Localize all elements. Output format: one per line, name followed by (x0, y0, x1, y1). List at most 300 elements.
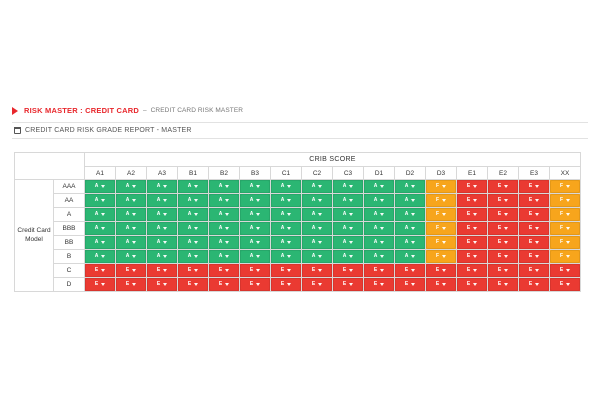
grade-cell[interactable] (364, 250, 395, 264)
chevron-down-icon[interactable] (473, 283, 477, 286)
chevron-down-icon[interactable] (473, 241, 477, 244)
chevron-down-icon[interactable] (473, 213, 477, 216)
grade-cell[interactable] (488, 250, 519, 264)
grade-cell[interactable] (271, 222, 302, 236)
grade-cell[interactable] (240, 264, 271, 278)
chevron-down-icon[interactable] (566, 185, 570, 188)
grade-select[interactable] (209, 194, 239, 207)
grade-cell[interactable] (364, 236, 395, 250)
grade-select[interactable] (550, 208, 580, 221)
grade-cell[interactable] (271, 250, 302, 264)
chevron-down-icon[interactable] (194, 199, 198, 202)
grade-cell[interactable] (395, 278, 426, 292)
grade-select[interactable] (85, 264, 115, 277)
grade-cell[interactable] (178, 264, 209, 278)
grade-cell[interactable] (209, 250, 240, 264)
chevron-down-icon[interactable] (132, 255, 136, 258)
chevron-down-icon[interactable] (194, 185, 198, 188)
chevron-down-icon[interactable] (318, 199, 322, 202)
grade-select[interactable] (457, 208, 487, 221)
grade-cell[interactable] (178, 222, 209, 236)
grade-cell[interactable] (147, 208, 178, 222)
grade-cell[interactable] (395, 236, 426, 250)
grade-select[interactable] (488, 194, 518, 207)
grade-select[interactable] (85, 180, 115, 193)
grade-select[interactable] (395, 264, 425, 277)
grade-cell[interactable] (457, 264, 488, 278)
chevron-down-icon[interactable] (287, 199, 291, 202)
grade-select[interactable] (550, 222, 580, 235)
grade-cell[interactable] (147, 236, 178, 250)
grade-select[interactable] (550, 236, 580, 249)
grade-cell[interactable] (550, 236, 581, 250)
grade-cell[interactable] (395, 264, 426, 278)
chevron-down-icon[interactable] (101, 185, 105, 188)
chevron-down-icon[interactable] (163, 213, 167, 216)
grade-select[interactable] (178, 278, 208, 291)
chevron-down-icon[interactable] (504, 255, 508, 258)
chevron-down-icon[interactable] (411, 283, 415, 286)
grade-cell[interactable] (302, 278, 333, 292)
grade-select[interactable] (209, 264, 239, 277)
grade-cell[interactable] (395, 194, 426, 208)
chevron-down-icon[interactable] (318, 283, 322, 286)
grade-cell[interactable] (147, 194, 178, 208)
chevron-down-icon[interactable] (163, 241, 167, 244)
grade-cell[interactable] (178, 194, 209, 208)
chevron-down-icon[interactable] (504, 213, 508, 216)
chevron-down-icon[interactable] (287, 283, 291, 286)
grade-select[interactable] (147, 278, 177, 291)
chevron-down-icon[interactable] (101, 255, 105, 258)
grade-select[interactable] (209, 278, 239, 291)
chevron-down-icon[interactable] (411, 213, 415, 216)
grade-select[interactable] (519, 236, 549, 249)
grade-cell[interactable] (147, 250, 178, 264)
grade-cell[interactable] (550, 264, 581, 278)
chevron-down-icon[interactable] (225, 199, 229, 202)
grade-cell[interactable] (519, 250, 550, 264)
grade-select[interactable] (116, 250, 146, 263)
chevron-down-icon[interactable] (163, 227, 167, 230)
grade-cell[interactable] (302, 208, 333, 222)
chevron-down-icon[interactable] (132, 213, 136, 216)
grade-select[interactable] (395, 180, 425, 193)
chevron-down-icon[interactable] (566, 199, 570, 202)
grade-select[interactable] (333, 208, 363, 221)
chevron-down-icon[interactable] (256, 185, 260, 188)
grade-cell[interactable] (364, 278, 395, 292)
grade-select[interactable] (488, 236, 518, 249)
grade-select[interactable] (426, 194, 456, 207)
grade-select[interactable] (240, 222, 270, 235)
chevron-down-icon[interactable] (256, 269, 260, 272)
grade-cell[interactable] (426, 180, 457, 194)
grade-select[interactable] (302, 222, 332, 235)
chevron-down-icon[interactable] (101, 213, 105, 216)
grade-cell[interactable] (426, 264, 457, 278)
grade-select[interactable] (116, 222, 146, 235)
chevron-down-icon[interactable] (132, 185, 136, 188)
chevron-down-icon[interactable] (442, 185, 446, 188)
grade-select[interactable] (240, 236, 270, 249)
grade-cell[interactable] (333, 278, 364, 292)
chevron-down-icon[interactable] (225, 241, 229, 244)
breadcrumb-main[interactable]: RISK MASTER : CREDIT CARD (24, 106, 139, 115)
grade-cell[interactable] (457, 278, 488, 292)
grade-select[interactable] (116, 208, 146, 221)
chevron-down-icon[interactable] (380, 199, 384, 202)
grade-select[interactable] (488, 250, 518, 263)
grade-cell[interactable] (116, 222, 147, 236)
grade-select[interactable] (426, 222, 456, 235)
grade-select[interactable] (364, 264, 394, 277)
chevron-down-icon[interactable] (194, 269, 198, 272)
grade-cell[interactable] (271, 236, 302, 250)
grade-select[interactable] (178, 250, 208, 263)
grade-cell[interactable] (519, 278, 550, 292)
chevron-down-icon[interactable] (411, 227, 415, 230)
grade-select[interactable] (147, 264, 177, 277)
chevron-down-icon[interactable] (535, 213, 539, 216)
grade-cell[interactable] (519, 180, 550, 194)
chevron-down-icon[interactable] (318, 269, 322, 272)
grade-select[interactable] (116, 180, 146, 193)
chevron-down-icon[interactable] (287, 213, 291, 216)
grade-select[interactable] (116, 278, 146, 291)
chevron-down-icon[interactable] (504, 199, 508, 202)
grade-cell[interactable] (426, 250, 457, 264)
chevron-down-icon[interactable] (349, 241, 353, 244)
grade-select[interactable] (426, 236, 456, 249)
chevron-down-icon[interactable] (318, 241, 322, 244)
grade-cell[interactable] (116, 250, 147, 264)
grade-select[interactable] (147, 180, 177, 193)
grade-cell[interactable] (333, 250, 364, 264)
grade-cell[interactable] (85, 208, 116, 222)
grade-cell[interactable] (333, 236, 364, 250)
grade-cell[interactable] (333, 194, 364, 208)
grade-select[interactable] (457, 250, 487, 263)
chevron-down-icon[interactable] (380, 213, 384, 216)
grade-select[interactable] (178, 222, 208, 235)
grade-select[interactable] (240, 194, 270, 207)
grade-cell[interactable] (395, 250, 426, 264)
chevron-down-icon[interactable] (256, 213, 260, 216)
grade-cell[interactable] (147, 264, 178, 278)
grade-cell[interactable] (519, 222, 550, 236)
chevron-down-icon[interactable] (225, 227, 229, 230)
chevron-down-icon[interactable] (287, 241, 291, 244)
chevron-down-icon[interactable] (535, 199, 539, 202)
grade-select[interactable] (240, 264, 270, 277)
grade-cell[interactable] (209, 236, 240, 250)
grade-select[interactable] (209, 236, 239, 249)
grade-cell[interactable] (209, 180, 240, 194)
chevron-down-icon[interactable] (132, 227, 136, 230)
grade-cell[interactable] (302, 236, 333, 250)
chevron-down-icon[interactable] (442, 283, 446, 286)
chevron-down-icon[interactable] (566, 269, 570, 272)
grade-select[interactable] (457, 180, 487, 193)
chevron-down-icon[interactable] (349, 185, 353, 188)
grade-select[interactable] (147, 208, 177, 221)
chevron-down-icon[interactable] (256, 255, 260, 258)
grade-cell[interactable] (178, 180, 209, 194)
grade-select[interactable] (333, 222, 363, 235)
grade-cell[interactable] (333, 208, 364, 222)
grade-cell[interactable] (364, 222, 395, 236)
chevron-down-icon[interactable] (380, 185, 384, 188)
grade-select[interactable] (488, 180, 518, 193)
chevron-down-icon[interactable] (380, 255, 384, 258)
grade-cell[interactable] (364, 208, 395, 222)
grade-cell[interactable] (333, 222, 364, 236)
chevron-down-icon[interactable] (287, 255, 291, 258)
grade-cell[interactable] (457, 222, 488, 236)
grade-cell[interactable] (550, 222, 581, 236)
grade-select[interactable] (364, 180, 394, 193)
grade-cell[interactable] (271, 194, 302, 208)
grade-select[interactable] (271, 250, 301, 263)
grade-cell[interactable] (550, 194, 581, 208)
chevron-down-icon[interactable] (442, 213, 446, 216)
chevron-down-icon[interactable] (163, 283, 167, 286)
grade-cell[interactable] (85, 194, 116, 208)
grade-select[interactable] (457, 222, 487, 235)
grade-select[interactable] (147, 250, 177, 263)
grade-select[interactable] (488, 264, 518, 277)
grade-cell[interactable] (209, 222, 240, 236)
grade-cell[interactable] (488, 208, 519, 222)
chevron-down-icon[interactable] (163, 269, 167, 272)
grade-select[interactable] (271, 264, 301, 277)
grade-select[interactable] (302, 180, 332, 193)
chevron-down-icon[interactable] (194, 255, 198, 258)
grade-cell[interactable] (302, 194, 333, 208)
grade-select[interactable] (333, 278, 363, 291)
grade-select[interactable] (550, 250, 580, 263)
grade-select[interactable] (85, 250, 115, 263)
grade-cell[interactable] (240, 194, 271, 208)
grade-cell[interactable] (519, 194, 550, 208)
grade-cell[interactable] (178, 236, 209, 250)
grade-select[interactable] (364, 194, 394, 207)
chevron-down-icon[interactable] (194, 213, 198, 216)
grade-cell[interactable] (426, 222, 457, 236)
grade-cell[interactable] (364, 194, 395, 208)
grade-select[interactable] (395, 250, 425, 263)
chevron-down-icon[interactable] (163, 199, 167, 202)
chevron-down-icon[interactable] (349, 213, 353, 216)
grade-select[interactable] (488, 278, 518, 291)
chevron-down-icon[interactable] (132, 199, 136, 202)
grade-cell[interactable] (85, 264, 116, 278)
grade-select[interactable] (333, 236, 363, 249)
grade-select[interactable] (395, 236, 425, 249)
grade-select[interactable] (85, 208, 115, 221)
grade-select[interactable] (395, 208, 425, 221)
grade-cell[interactable] (457, 250, 488, 264)
grade-cell[interactable] (147, 180, 178, 194)
grade-cell[interactable] (302, 250, 333, 264)
grade-select[interactable] (178, 194, 208, 207)
grade-cell[interactable] (240, 236, 271, 250)
grade-cell[interactable] (240, 208, 271, 222)
grade-cell[interactable] (395, 208, 426, 222)
grade-select[interactable] (271, 278, 301, 291)
grade-select[interactable] (488, 208, 518, 221)
grade-cell[interactable] (209, 208, 240, 222)
grade-cell[interactable] (271, 180, 302, 194)
grade-select[interactable] (240, 278, 270, 291)
grade-select[interactable] (426, 208, 456, 221)
chevron-down-icon[interactable] (473, 227, 477, 230)
grade-select[interactable] (333, 264, 363, 277)
grade-select[interactable] (519, 250, 549, 263)
grade-select[interactable] (333, 180, 363, 193)
grade-select[interactable] (395, 222, 425, 235)
grade-cell[interactable] (488, 278, 519, 292)
grade-cell[interactable] (209, 278, 240, 292)
chevron-down-icon[interactable] (442, 255, 446, 258)
chevron-down-icon[interactable] (566, 241, 570, 244)
chevron-down-icon[interactable] (349, 255, 353, 258)
chevron-down-icon[interactable] (473, 199, 477, 202)
grade-cell[interactable] (147, 278, 178, 292)
grade-select[interactable] (364, 250, 394, 263)
grade-cell[interactable] (240, 222, 271, 236)
grade-select[interactable] (519, 180, 549, 193)
grade-cell[interactable] (209, 194, 240, 208)
chevron-down-icon[interactable] (411, 241, 415, 244)
grade-select[interactable] (85, 222, 115, 235)
chevron-down-icon[interactable] (225, 213, 229, 216)
grade-cell[interactable] (271, 208, 302, 222)
grade-select[interactable] (364, 278, 394, 291)
chevron-down-icon[interactable] (380, 269, 384, 272)
grade-select[interactable] (364, 208, 394, 221)
chevron-down-icon[interactable] (225, 283, 229, 286)
chevron-down-icon[interactable] (349, 227, 353, 230)
chevron-down-icon[interactable] (442, 241, 446, 244)
chevron-down-icon[interactable] (163, 185, 167, 188)
grade-select[interactable] (116, 194, 146, 207)
grade-select[interactable] (426, 278, 456, 291)
grade-select[interactable] (550, 180, 580, 193)
chevron-down-icon[interactable] (318, 213, 322, 216)
chevron-down-icon[interactable] (473, 185, 477, 188)
grade-cell[interactable] (457, 236, 488, 250)
grade-select[interactable] (519, 264, 549, 277)
chevron-down-icon[interactable] (504, 283, 508, 286)
chevron-down-icon[interactable] (442, 269, 446, 272)
chevron-down-icon[interactable] (225, 269, 229, 272)
grade-select[interactable] (302, 236, 332, 249)
grade-cell[interactable] (457, 208, 488, 222)
grade-select[interactable] (395, 194, 425, 207)
grade-select[interactable] (519, 222, 549, 235)
chevron-down-icon[interactable] (101, 283, 105, 286)
grade-select[interactable] (147, 236, 177, 249)
chevron-down-icon[interactable] (287, 185, 291, 188)
grade-select[interactable] (209, 208, 239, 221)
grade-select[interactable] (209, 180, 239, 193)
chevron-down-icon[interactable] (101, 227, 105, 230)
grade-cell[interactable] (457, 180, 488, 194)
chevron-down-icon[interactable] (132, 241, 136, 244)
grade-cell[interactable] (209, 264, 240, 278)
grade-select[interactable] (457, 194, 487, 207)
chevron-down-icon[interactable] (194, 241, 198, 244)
chevron-down-icon[interactable] (504, 241, 508, 244)
chevron-down-icon[interactable] (318, 227, 322, 230)
grade-cell[interactable] (147, 222, 178, 236)
grade-select[interactable] (271, 194, 301, 207)
grade-cell[interactable] (519, 236, 550, 250)
chevron-down-icon[interactable] (101, 269, 105, 272)
chevron-down-icon[interactable] (132, 283, 136, 286)
grade-cell[interactable] (364, 180, 395, 194)
grade-select[interactable] (178, 180, 208, 193)
grade-cell[interactable] (457, 194, 488, 208)
chevron-down-icon[interactable] (442, 199, 446, 202)
grade-select[interactable] (209, 250, 239, 263)
chevron-down-icon[interactable] (380, 241, 384, 244)
grade-select[interactable] (85, 236, 115, 249)
grade-cell[interactable] (395, 180, 426, 194)
chevron-down-icon[interactable] (318, 185, 322, 188)
grade-select[interactable] (457, 264, 487, 277)
grade-select[interactable] (519, 208, 549, 221)
grade-select[interactable] (271, 208, 301, 221)
grade-cell[interactable] (271, 264, 302, 278)
grade-cell[interactable] (116, 208, 147, 222)
grade-select[interactable] (457, 278, 487, 291)
grade-select[interactable] (519, 194, 549, 207)
chevron-down-icon[interactable] (101, 241, 105, 244)
chevron-down-icon[interactable] (504, 227, 508, 230)
grade-select[interactable] (364, 222, 394, 235)
grade-select[interactable] (178, 236, 208, 249)
grade-select[interactable] (240, 180, 270, 193)
grade-cell[interactable] (550, 278, 581, 292)
grade-select[interactable] (333, 194, 363, 207)
chevron-down-icon[interactable] (504, 269, 508, 272)
chevron-down-icon[interactable] (535, 283, 539, 286)
grade-select[interactable] (333, 250, 363, 263)
chevron-down-icon[interactable] (225, 255, 229, 258)
grade-cell[interactable] (240, 278, 271, 292)
grade-select[interactable] (271, 236, 301, 249)
chevron-down-icon[interactable] (442, 227, 446, 230)
grade-cell[interactable] (302, 180, 333, 194)
grade-cell[interactable] (85, 250, 116, 264)
grade-cell[interactable] (488, 194, 519, 208)
grade-cell[interactable] (178, 278, 209, 292)
grade-select[interactable] (457, 236, 487, 249)
grade-cell[interactable] (85, 278, 116, 292)
chevron-down-icon[interactable] (535, 227, 539, 230)
grade-select[interactable] (426, 180, 456, 193)
chevron-down-icon[interactable] (566, 283, 570, 286)
grade-select[interactable] (488, 222, 518, 235)
grade-cell[interactable] (240, 250, 271, 264)
grade-select[interactable] (302, 208, 332, 221)
grade-select[interactable] (240, 208, 270, 221)
chevron-down-icon[interactable] (504, 185, 508, 188)
grade-cell[interactable] (85, 180, 116, 194)
